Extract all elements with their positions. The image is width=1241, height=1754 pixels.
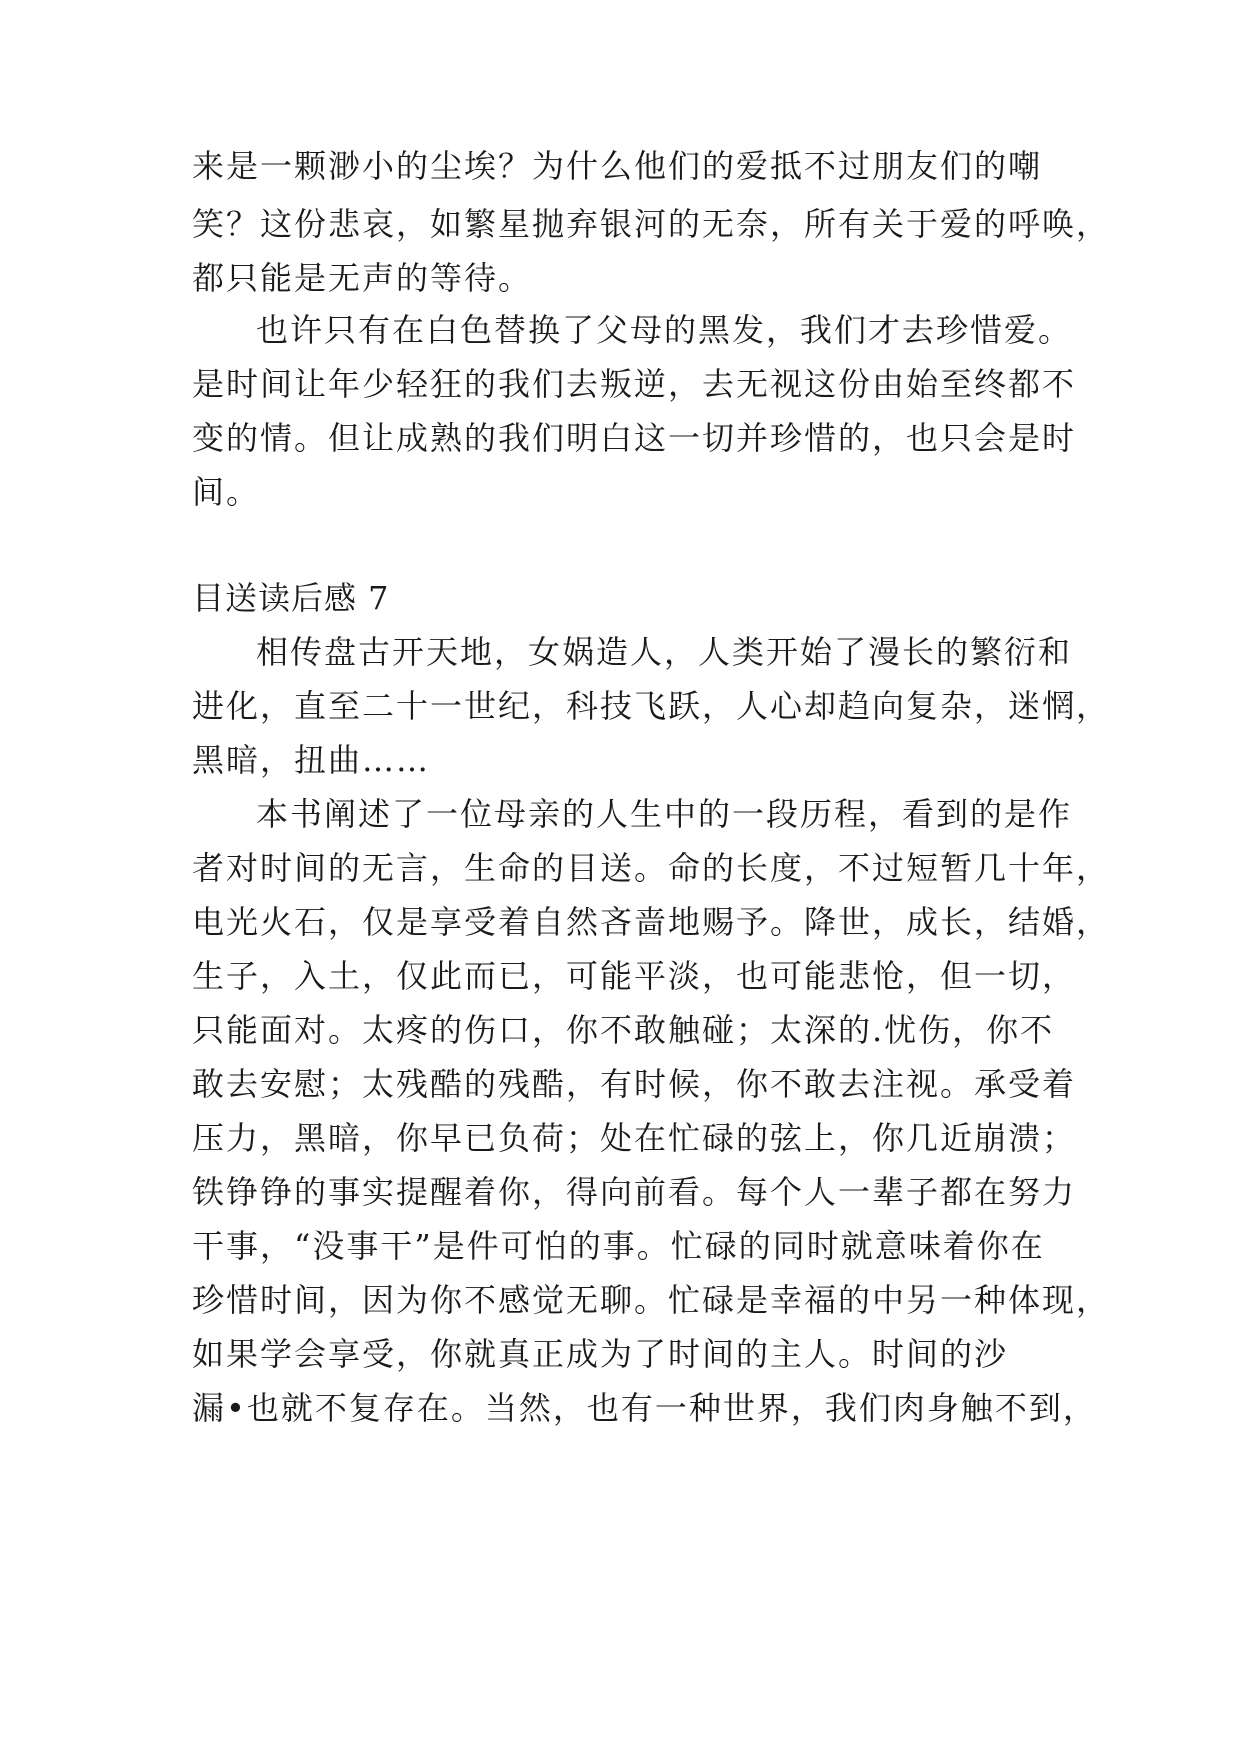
paragraph-line: 都只能是无声的等待。	[192, 259, 533, 297]
paragraph-line: 黑暗，扭曲……	[192, 741, 431, 779]
paragraph-line: 变的情。但让成熟的我们明白这一切并珍惜的，也只会是时	[192, 419, 1077, 457]
paragraph-line: 敢去安慰；太残酷的残酷，有时候，你不敢去注视。承受着	[192, 1065, 1077, 1103]
paragraph-line: 者对时间的无言，生命的目送。命的长度，不过短暂几十年，	[192, 849, 1111, 887]
paragraph-line: 间。	[192, 473, 261, 511]
paragraph-line: 生子，入土，仅此而已，可能平淡，也可能悲怆，但一切，	[192, 957, 1077, 995]
paragraph-line: 是时间让年少轻狂的我们去叛逆，去无视这份由始至终都不	[192, 365, 1077, 403]
paragraph-line: 漏•也就不复存在。当然，也有一种世界，我们肉身触不到，	[192, 1389, 1097, 1427]
paragraph-line: 也许只有在白色替换了父母的黑发，我们才去珍惜爱。	[256, 311, 1073, 349]
paragraph-line: 来是一颗渺小的尘埃？为什么他们的爱抵不过朋友们的嘲	[192, 147, 1043, 185]
paragraph-line: 如果学会享受，你就真正成为了时间的主人。时间的沙	[192, 1335, 1009, 1373]
paragraph-line: 铁铮铮的事实提醒着你，得向前看。每个人一辈子都在努力	[192, 1173, 1077, 1211]
paragraph-line: 进化，直至二十一世纪，科技飞跃，人心却趋向复杂，迷惘，	[192, 687, 1111, 725]
paragraph-line: 笑？这份悲哀，如繁星抛弃银河的无奈，所有关于爱的呼唤，	[192, 205, 1111, 243]
paragraph-line: 压力，黑暗，你早已负荷；处在忙碌的弦上，你几近崩溃；	[192, 1119, 1077, 1157]
paragraph-line: 相传盘古开天地，女娲造人，人类开始了漫长的繁衍和	[256, 633, 1073, 671]
paragraph-line: 电光火石，仅是享受着自然吝啬地赐予。降世，成长，结婚，	[192, 903, 1111, 941]
section-heading: 目送读后感 7	[192, 579, 390, 617]
paragraph-line: 本书阐述了一位母亲的人生中的一段历程，看到的是作	[256, 795, 1073, 833]
paragraph-line: 珍惜时间，因为你不感觉无聊。忙碌是幸福的中另一种体现，	[192, 1281, 1111, 1319]
paragraph-line: 干事，“没事干”是件可怕的事。忙碌的同时就意味着你在	[192, 1227, 1045, 1265]
paragraph-line: 只能面对。太疼的伤口，你不敢触碰；太深的.忧伤，你不	[192, 1011, 1055, 1049]
